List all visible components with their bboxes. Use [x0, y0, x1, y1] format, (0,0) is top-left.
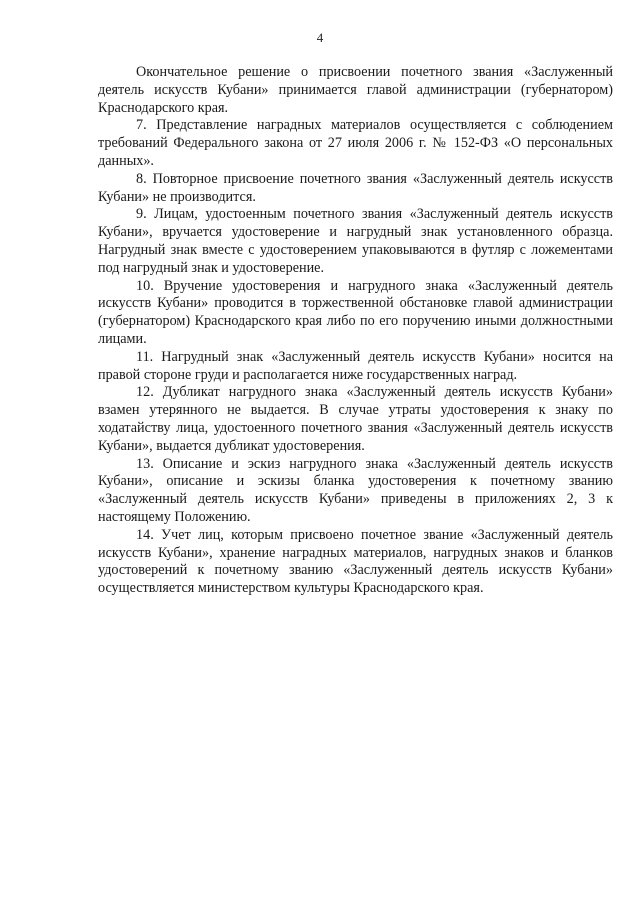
paragraph-item-7: 7. Представление наградных материалов осуществляется с соблюдением требований Федерального закона от 27 июля 2006 г. № 152-ФЗ «О персональных данных».	[98, 117, 613, 169]
document-body	[98, 64, 613, 598]
page-number: 4	[316, 30, 324, 45]
paragraph-final-decision: Окончательное решение о присвоении почетного звания «Заслуженный деятель искусств Кубани» принимается главой администрации (губернатором) Краснодарского края.	[98, 64, 613, 116]
paragraph-item-14: 14. Учет лиц, которым присвоено почетное звание «Заслуженный деятель искусств Кубани», хранение наградных материалов, нагрудных знаков и бланков удостоверений к почетному званию «Заслуженный деятель искусств Кубани» осуществляется министерством культуры Краснодарского края.	[98, 526, 613, 597]
paragraph-item-11: 11. Нагрудный знак «Заслуженный деятель искусств Кубани» носится на правой стороне груди и располагается ниже государственных наград.	[98, 348, 613, 383]
paragraph-item-9: 9. Лицам, удостоенным почетного звания «Заслуженный деятель искусств Кубани», вручается удостоверение и нагрудный знак установленного образца. Нагрудный знак вместе с удостоверением упаковываются в футляр с ложементами под нагрудный знак и удостоверение.	[98, 206, 613, 276]
paragraph-item-10: 10. Вручение удостоверения и нагрудного знака «Заслуженный деятель искусств Кубани» проводится в торжественной обстановке главой администрации (губернатором) Краснодарского края либо по его поручению иными должностными лицами.	[98, 277, 613, 347]
paragraph-item-8: 8. Повторное присвоение почетного звания «Заслуженный деятель искусств Кубани» не производится.	[98, 170, 613, 205]
paragraph-item-13: 13. Описание и эскиз нагрудного знака «Заслуженный деятель искусств Кубани», описание и эскизы бланка удостоверения к почетному званию «Заслуженный деятель искусств Кубани» приведены в приложениях 2, 3 к настоящему Положению.	[98, 455, 613, 525]
paragraph-item-12: 12. Дубликат нагрудного знака «Заслуженный деятель искусств Кубани» взамен утерянного не выдается. В случае утраты удостоверения к знаку по ходатайству лица, удостоенного почетного звания «Заслуженный деятель искусств Кубани», выдается дубликат удостоверения.	[98, 384, 613, 454]
